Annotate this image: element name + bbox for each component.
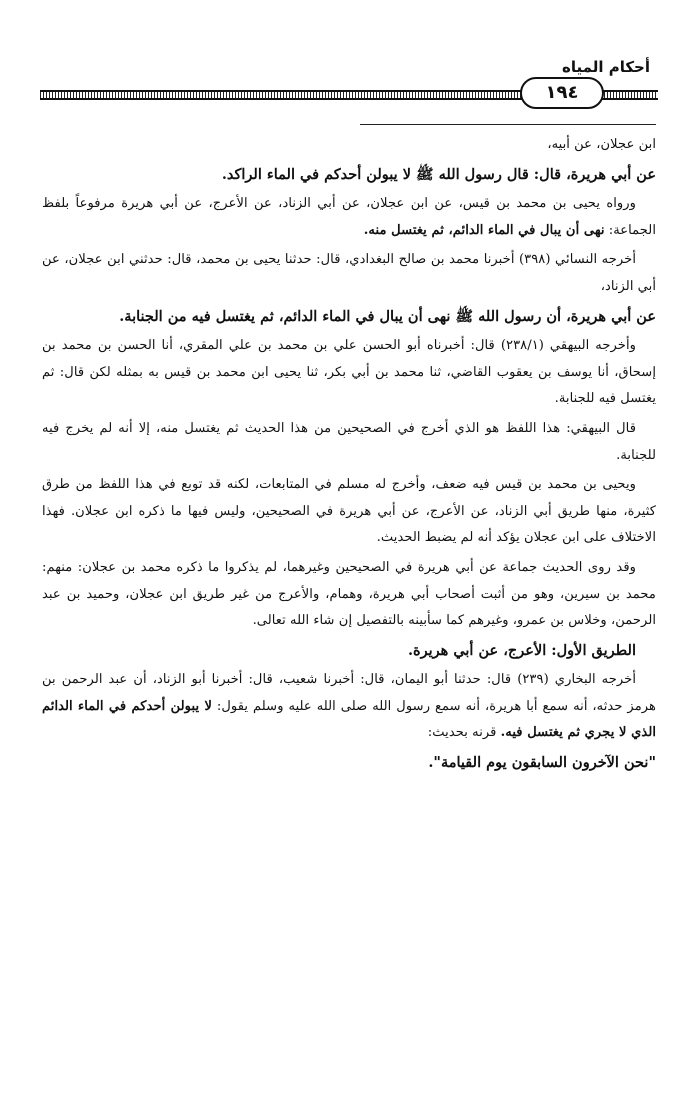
hadith-quote: نهى أن يبال في الماء الدائم، ثم يغتسل منه. <box>363 222 605 238</box>
page-number: ١٩٤ <box>520 77 604 109</box>
paragraph <box>42 667 656 747</box>
hadith-text: عن أبي هريرة، أن رسول الله ﷺ نهى أن يبال في الماء الدائم، ثم يغتسل فيه من الجنابة. <box>119 307 656 325</box>
hadith-text: عن أبي هريرة، قال: قال رسول الله ﷺ لا يبولن أحدكم في الماء الراكد. <box>221 165 656 183</box>
paragraph: ابن عجلان، عن أبيه، <box>547 137 656 152</box>
paragraph: ويحيى بن محمد بن قيس فيه ضعف، وأخرج له مسلم في المتابعات، لكنه قد توبع في هذا اللفظ من طرق كثيرة، منها طريق أبي الزناد، عن الأعرج، عن أبي هريرة في الصحيحين، وليس فيها ما ذكره ابن عجلان. فهذا الاختلاف على ابن عجلان يؤكد أنه لم يضبط الحديث. <box>42 477 656 546</box>
paragraph-text: ورواه يحيى بن محمد بن قيس، عن ابن عجلان، عن أبي الزناد، عن الأعرج، عن أبي هريرة مرفوعاً بلفظ الجماعة: <box>42 196 656 238</box>
paragraph: وقد روى الحديث جماعة عن أبي هريرة في الصحيحين وغيرهما، لم يذكروا ما ذكره محمد بن عجلان: منهم: محمد بن سيرين، وهو من أثبت أصحاب أبي هريرة، وهمام، والأعرج من غير طريق ابن عجلان، وحميد بن عبد الرحمن، وخلاس بن عمرو، وغيرهم كما سأبينه بالتفصيل إن شاء الله تعالى. <box>42 559 656 629</box>
paragraph <box>42 191 656 244</box>
paragraph: أخرجه النسائي (٣٩٨) أخبرنا محمد بن صالح البغدادي، قال: حدثنا يحيى بن محمد، قال: حدثني ابن عجلان، عن أبي الزناد، <box>42 252 656 294</box>
hadith-quote: لا يبولن أحدكم في الماء الدائم الذي لا يجري ثم يغتسل فيه. <box>42 698 656 741</box>
hadith-text: "نحن الآخرون السابقون يوم القيامة". <box>428 754 656 772</box>
separator-line <box>360 124 656 125</box>
section-heading: الطريق الأول: الأعرج، عن أبي هريرة. <box>407 641 636 659</box>
page-header <box>40 50 658 102</box>
book-title: أحكام المياه <box>562 58 650 76</box>
paragraph-text: قرنه بحديث: <box>427 725 501 741</box>
paragraph-text: أخرجه البخاري (٢٣٩) قال: حدثنا أبو اليمان، قال: أخبرنا شعيب، قال: أخبرنا أبو الزناد، أن عبد الرحمن بن هرمز حدثه، أنه سمع أبا هريرة، أنه سمع رسول الله صلى الله عليه وسلم يقول: <box>42 672 656 714</box>
paragraph: قال البيهقي: هذا اللفظ هو الذي أخرج في الصحيحين من هذا الحديث ثم يغتسل منه، إلا أنه لم يخرج فيه للجنابة. <box>42 420 656 463</box>
paragraph: وأخرجه البيهقي (٢٣٨/١) قال: أخبرناه أبو الحسن علي بن محمد بن علي المقري، أنا الحسن بن محمد بن إسحاق، أنا يوسف بن يعقوب القاضي، ثنا محمد بن أبي بكر، ثنا يحيى ابن محمد بن قيس به بمثله لكن قال: ثم يغتسل فيه للجنابة. <box>42 338 656 407</box>
page-body <box>42 132 656 780</box>
